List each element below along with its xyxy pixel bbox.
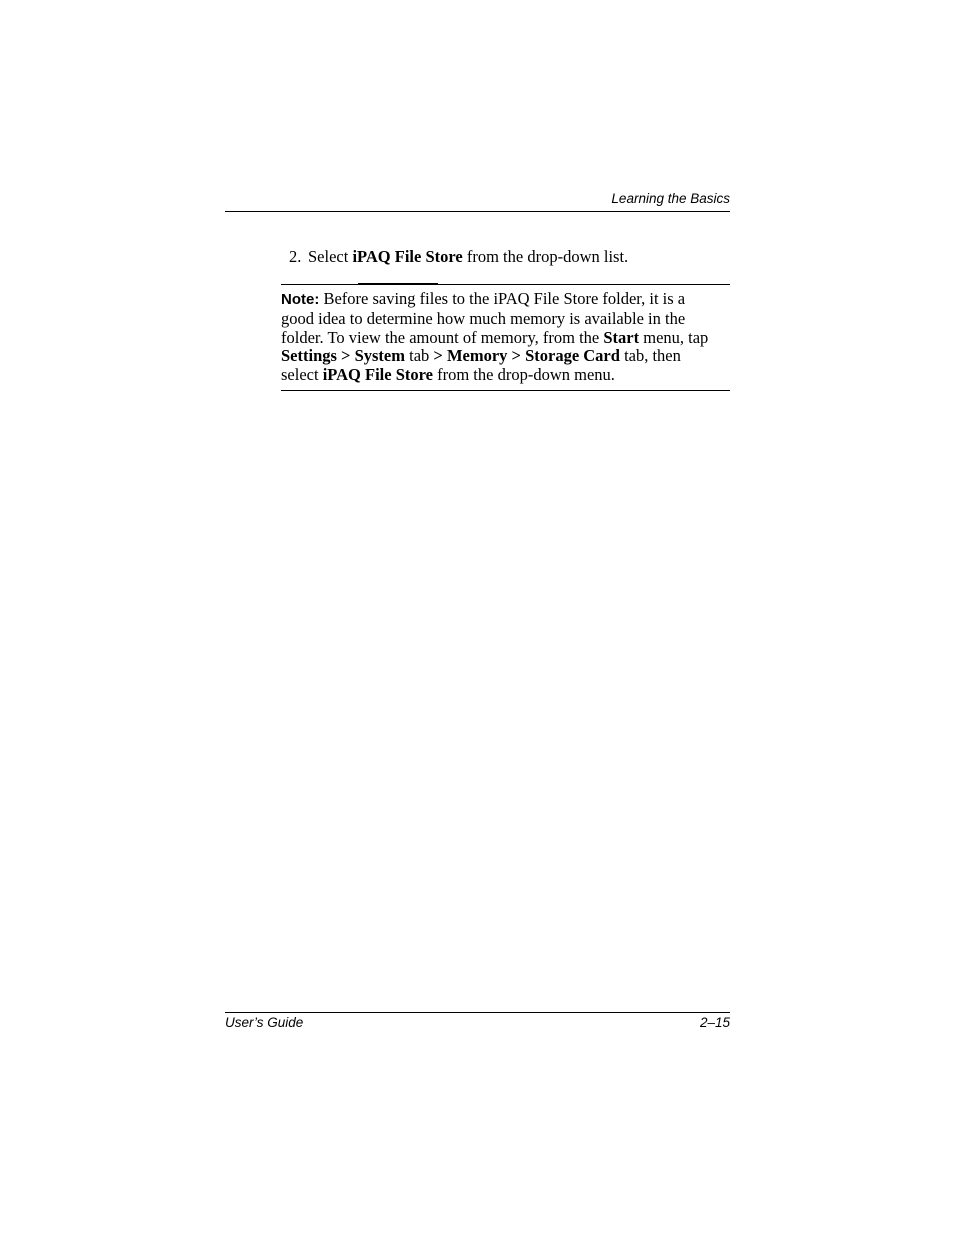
note-line-5-text-before: select [281,365,323,385]
note-text-tab: tab [405,346,434,366]
step-text-after: from the drop-down list. [462,247,629,266]
step-number: 2. [289,247,302,266]
footer-guide-title: User’s Guide [225,1015,304,1030]
note-bold-system: System [354,346,405,366]
note-label: Note: [281,291,320,308]
running-header-title: Learning the Basics [611,191,730,206]
note-line-3 [281,329,730,348]
note-top-rule [281,284,730,285]
note-line-1-text: Before saving files to the iPAQ File Store folder, it is a [319,289,686,308]
procedure-step-2 [289,247,729,267]
note-line-4 [281,347,730,366]
note-line-5-text-after: from the drop-down menu. [432,365,615,385]
header-rule [225,211,730,212]
note-separator-2: > [433,346,447,366]
note-line-5 [281,366,730,385]
step-bold-ipaq-file-store: iPAQ File Store [352,247,463,266]
note-box [281,290,730,385]
note-line-3-text-after: menu, tap [639,327,709,347]
note-line-2: good idea to determine how much memory is available in the [281,308,686,328]
step-text-before: Select [308,247,353,266]
note-bold-settings: Settings [281,346,337,366]
footer-page-number: 2–15 [699,1015,730,1030]
note-top-rule-accent [358,283,438,284]
note-line-3-text-before: folder. To view the amount of memory, from the [281,327,604,347]
page-footer [225,1013,730,1033]
note-line-1 [281,290,730,310]
note-bold-memory: Memory [446,346,508,366]
note-bold-start: Start [603,327,640,347]
note-line-4-text-after: tab, then [619,346,681,366]
note-bold-storage-card: Storage Card [525,346,620,366]
note-bottom-rule [281,390,730,391]
note-separator-1: > [336,346,355,366]
note-separator-3: > [507,346,526,366]
note-bold-ipaq-file-store: iPAQ File Store [322,365,433,385]
